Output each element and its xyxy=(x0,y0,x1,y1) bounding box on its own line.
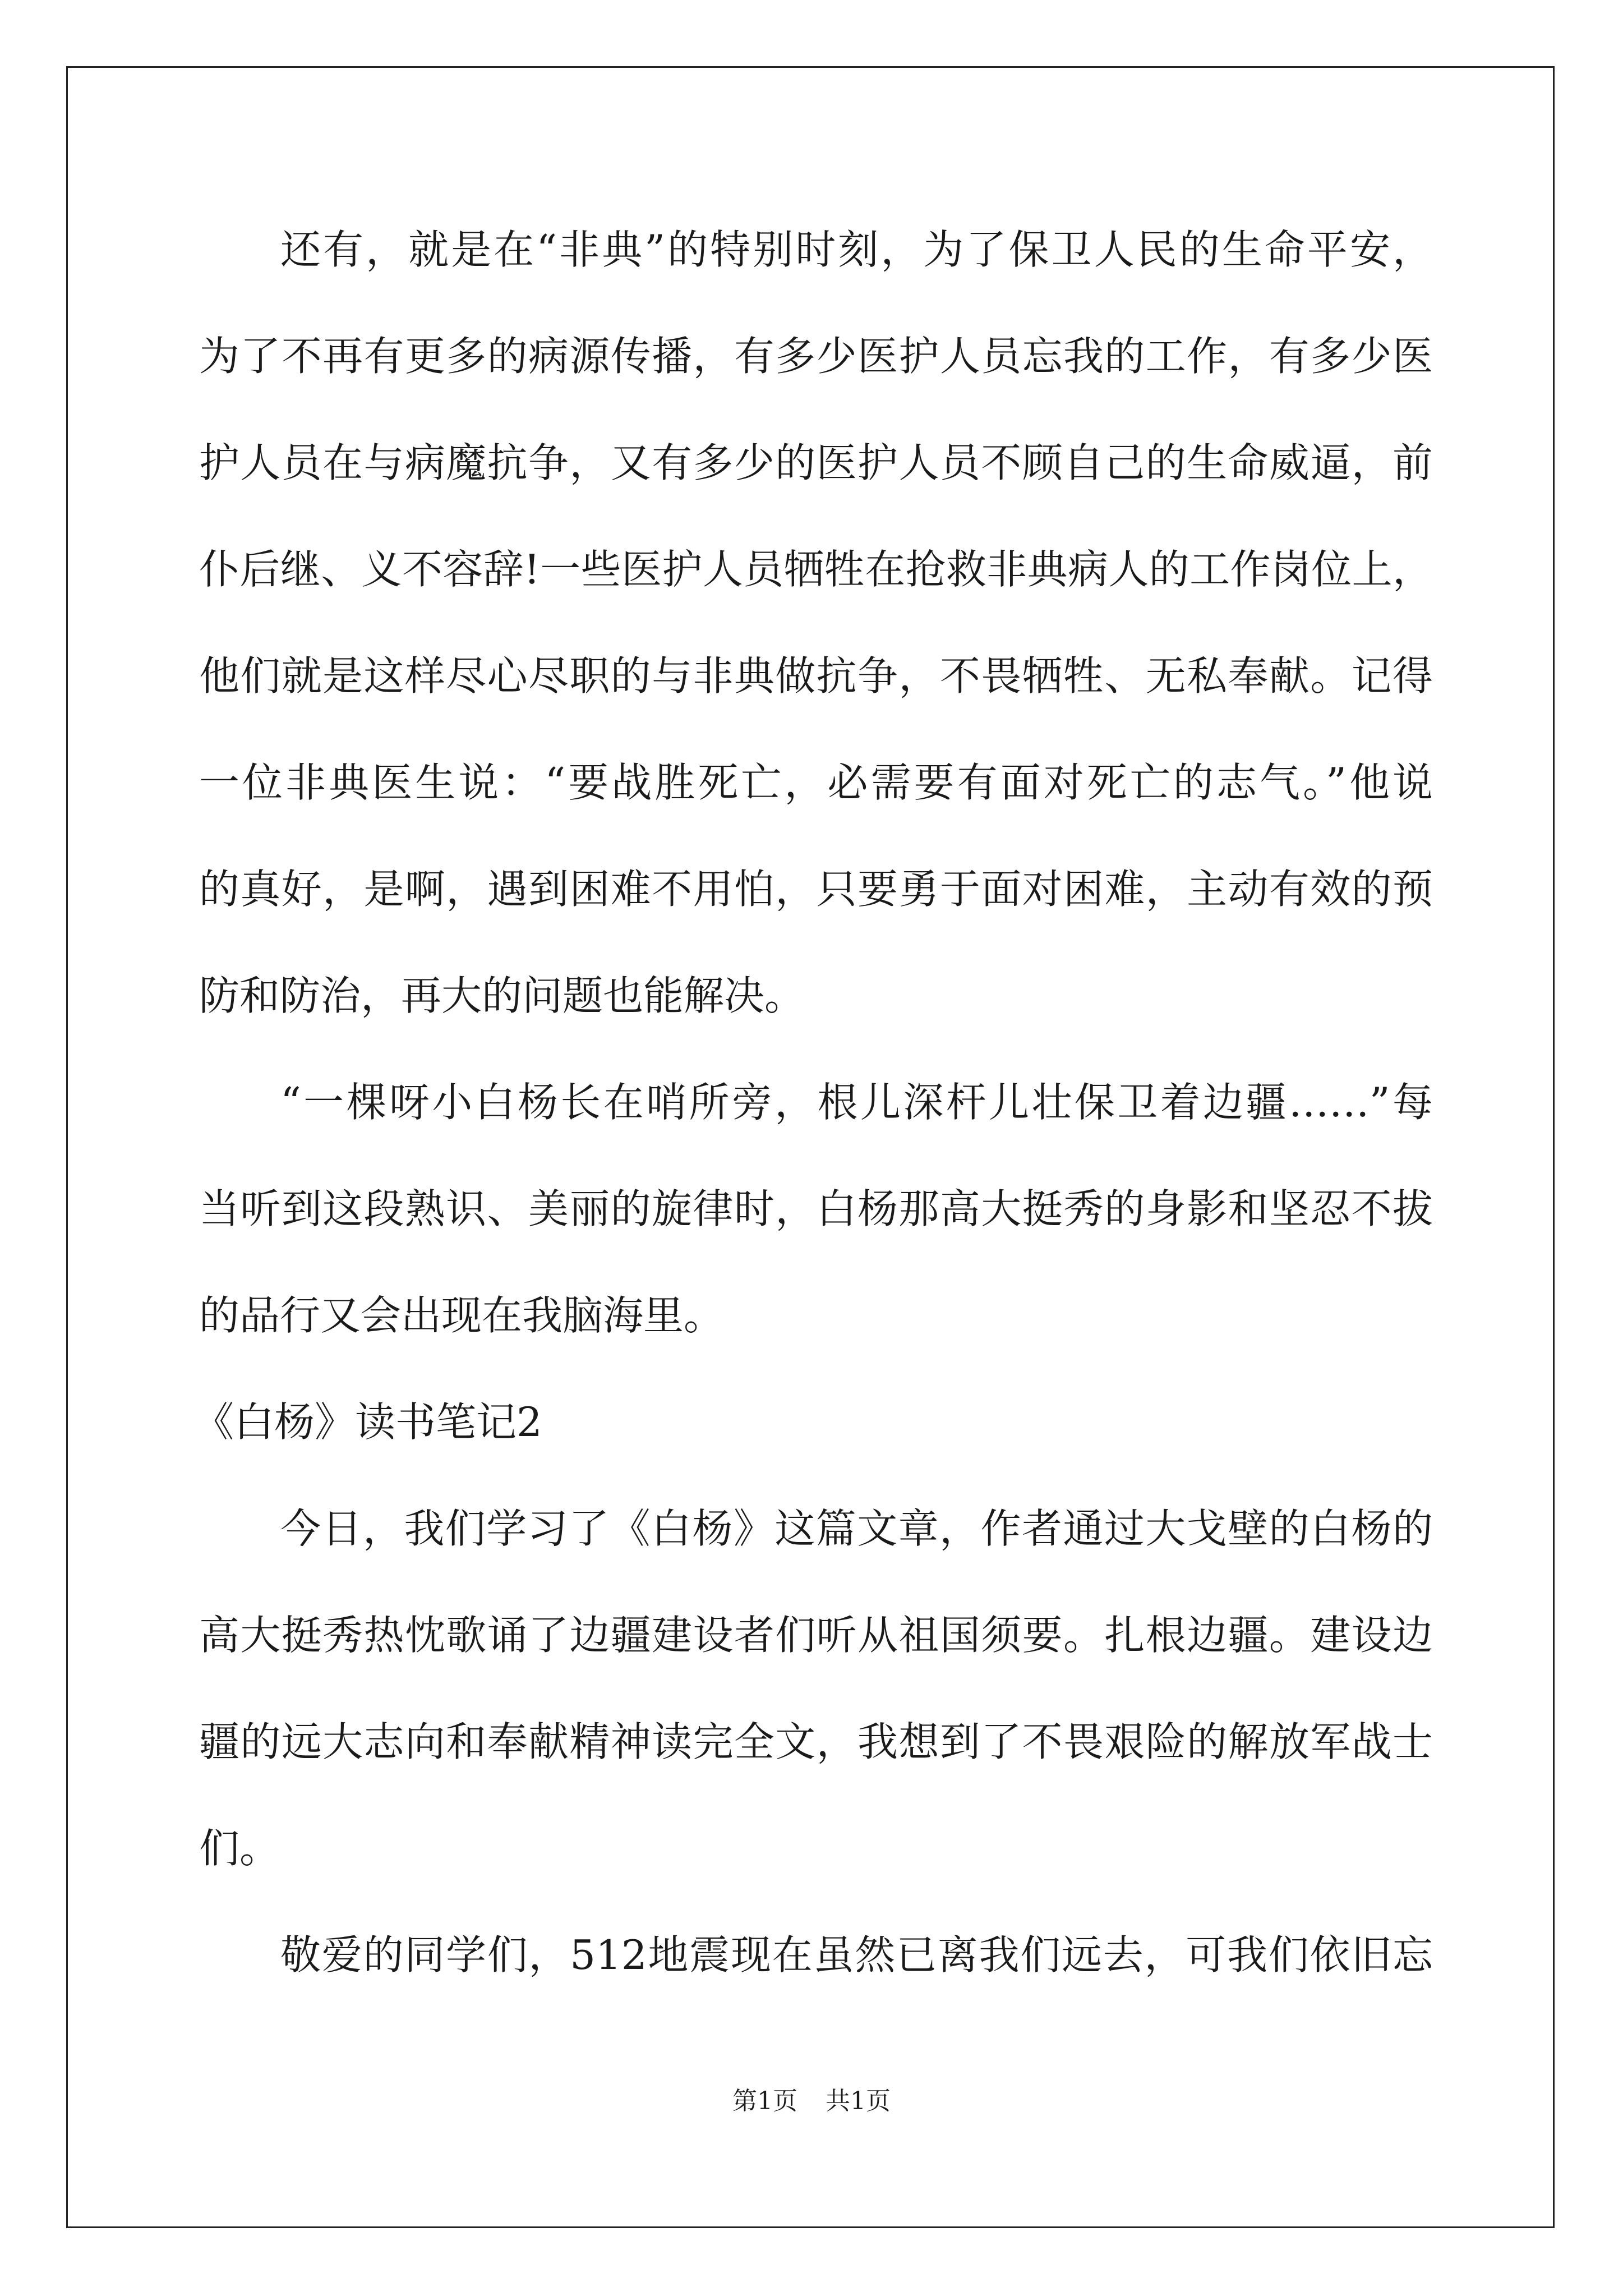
paragraph-line: 仆后继、义不容辞!一些医护人员牺牲在抢救非典病人的工作岗位上， xyxy=(199,546,1433,593)
paragraph-line: 护人员在与病魔抗争，又有多少的医护人员不顾自己的生命威逼，前 xyxy=(199,439,1433,486)
paragraph-line: 防和防治，再大的问题也能解决。 xyxy=(199,972,805,1019)
paragraph-line: 还有，就是在“非典”的特别时刻，为了保卫人民的生命平安， xyxy=(280,226,1433,273)
paragraph-line: 他们就是这样尽心尽职的与非典做抗争，不畏牺牲、无私奉献。记得 xyxy=(199,652,1433,700)
paragraph-line: 疆的远大志向和奉献精神读完全文，我想到了不畏艰险的解放军战士 xyxy=(199,1718,1433,1765)
page-total: 共1页 xyxy=(826,2087,891,2115)
paragraph-line: 一位非典医生说：“要战胜死亡，必需要有面对死亡的志气。”他说 xyxy=(199,759,1433,806)
page-number: 第1页 xyxy=(732,2087,797,2115)
paragraph-line: “一棵呀小白杨长在哨所旁，根儿深杆儿壮保卫着边疆……”每 xyxy=(280,1079,1433,1126)
paragraph-line: 高大挺秀热忱歌诵了边疆建设者们听从祖国须要。扎根边疆。建设边 xyxy=(199,1612,1433,1659)
paragraph-line: 们。 xyxy=(199,1825,280,1872)
paragraph-line: 的品行又会出现在我脑海里。 xyxy=(199,1292,725,1339)
paragraph-line: 的真好，是啊，遇到困难不用怕，只要勇于面对困难，主动有效的预 xyxy=(199,866,1433,913)
paragraph-line: 为了不再有更多的病源传播，有多少医护人员忘我的工作，有多少医 xyxy=(199,333,1433,380)
section-heading: 《白杨》读书笔记2 xyxy=(193,1398,542,1446)
page-border xyxy=(66,66,1555,2228)
paragraph-line: 今日，我们学习了《白杨》这篇文章，作者通过大戈壁的白杨的 xyxy=(280,1505,1433,1552)
page-footer xyxy=(0,2085,1623,2118)
paragraph-line: 当听到这段熟识、美丽的旋律时，白杨那高大挺秀的身影和坚忍不拔 xyxy=(199,1185,1433,1232)
paragraph-line: 敬爱的同学们，512地震现在虽然已离我们远去，可我们依旧忘 xyxy=(280,1931,1433,1978)
